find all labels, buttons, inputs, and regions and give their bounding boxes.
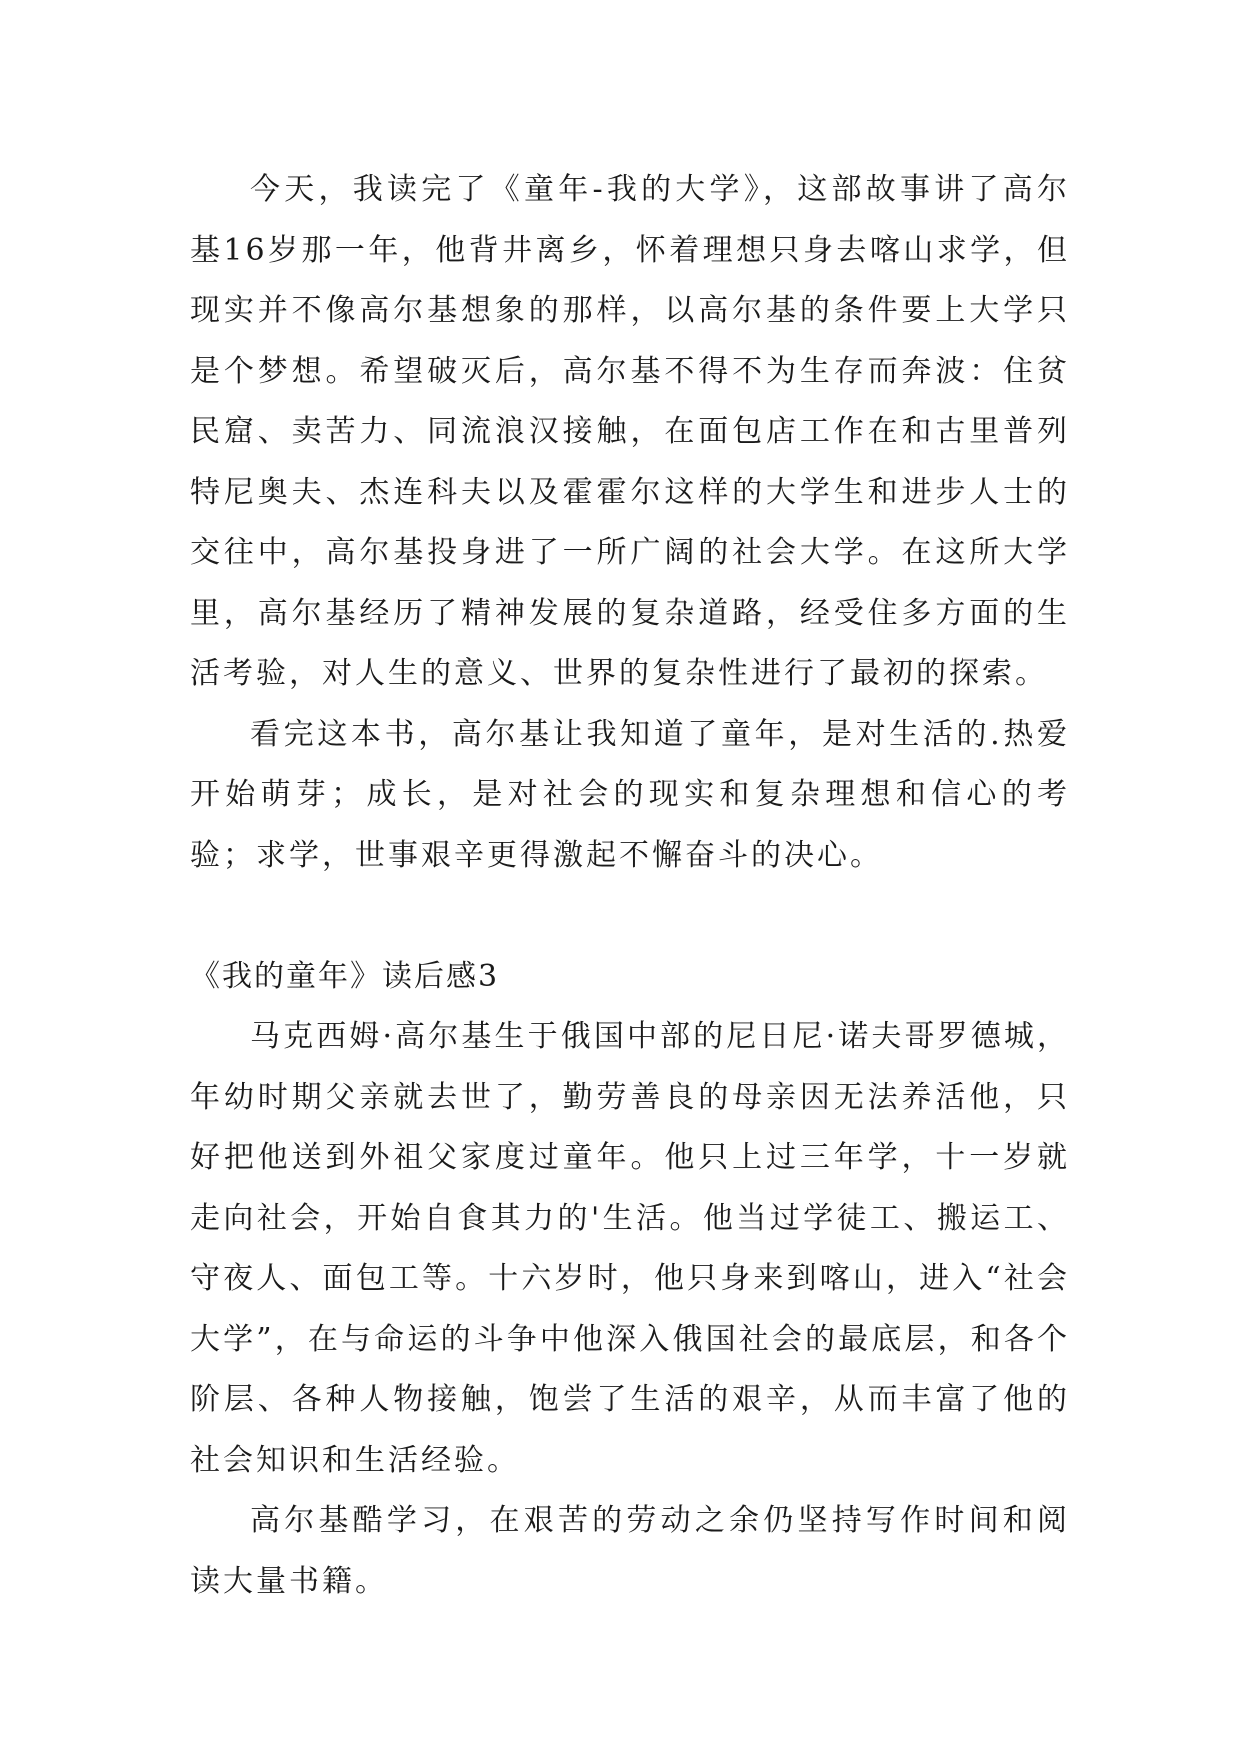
- paragraph-1: 今天，我读完了《童年-我的大学》，这部故事讲了高尔基16岁那一年，他背井离乡，怀着理想只身去喀山求学，但现实并不像高尔基想象的那样，以高尔基的条件要上大学只是个梦想。希望破灭后，高尔基不得不为生存而奔波：住贫民窟、卖苦力、同流浪汉接触，在面包店工作在和古里普列特尼奥夫、杰连科夫以及霍霍尔这样的大学生和进步人士的交往中，高尔基投身进了一所广阔的社会大学。在这所大学里，高尔基经历了精神发展的复杂道路，经受住多方面的生活考验，对人生的意义、世界的复杂性进行了最初的探索。: [190, 172, 1070, 691]
- paragraph-2: 看完这本书，高尔基让我知道了童年，是对生活的.热爱开始萌芽；成长，是对社会的现实和复杂理想和信心的考验；求学，世事艰辛更得激起不懈奋斗的决心。: [190, 716, 1070, 873]
- paragraph-4: 高尔基酷学习，在艰苦的劳动之余仍坚持写作时间和阅读大量书籍。: [190, 1503, 1070, 1599]
- paragraph-3: 马克西姆·高尔基生于俄国中部的尼日尼·诺夫哥罗德城，年幼时期父亲就去世了，勤劳善良的母亲因无法养活他，只好把他送到外祖父家度过童年。他只上过三年学，十一岁就走向社会，开始自食其力的'生活。他当过学徒工、搬运工、守夜人、面包工等。十六岁时，他只身来到喀山，进入“社会大学”，在与命运的斗争中他深入俄国社会的最底层，和各个阶层、各种人物接触，饱尝了生活的艰辛，从而丰富了他的社会知识和生活经验。: [190, 1019, 1070, 1478]
- text-body: [190, 160, 1070, 1612]
- section-title: 《我的童年》读后感3: [190, 959, 500, 994]
- section-gap: [190, 886, 1070, 947]
